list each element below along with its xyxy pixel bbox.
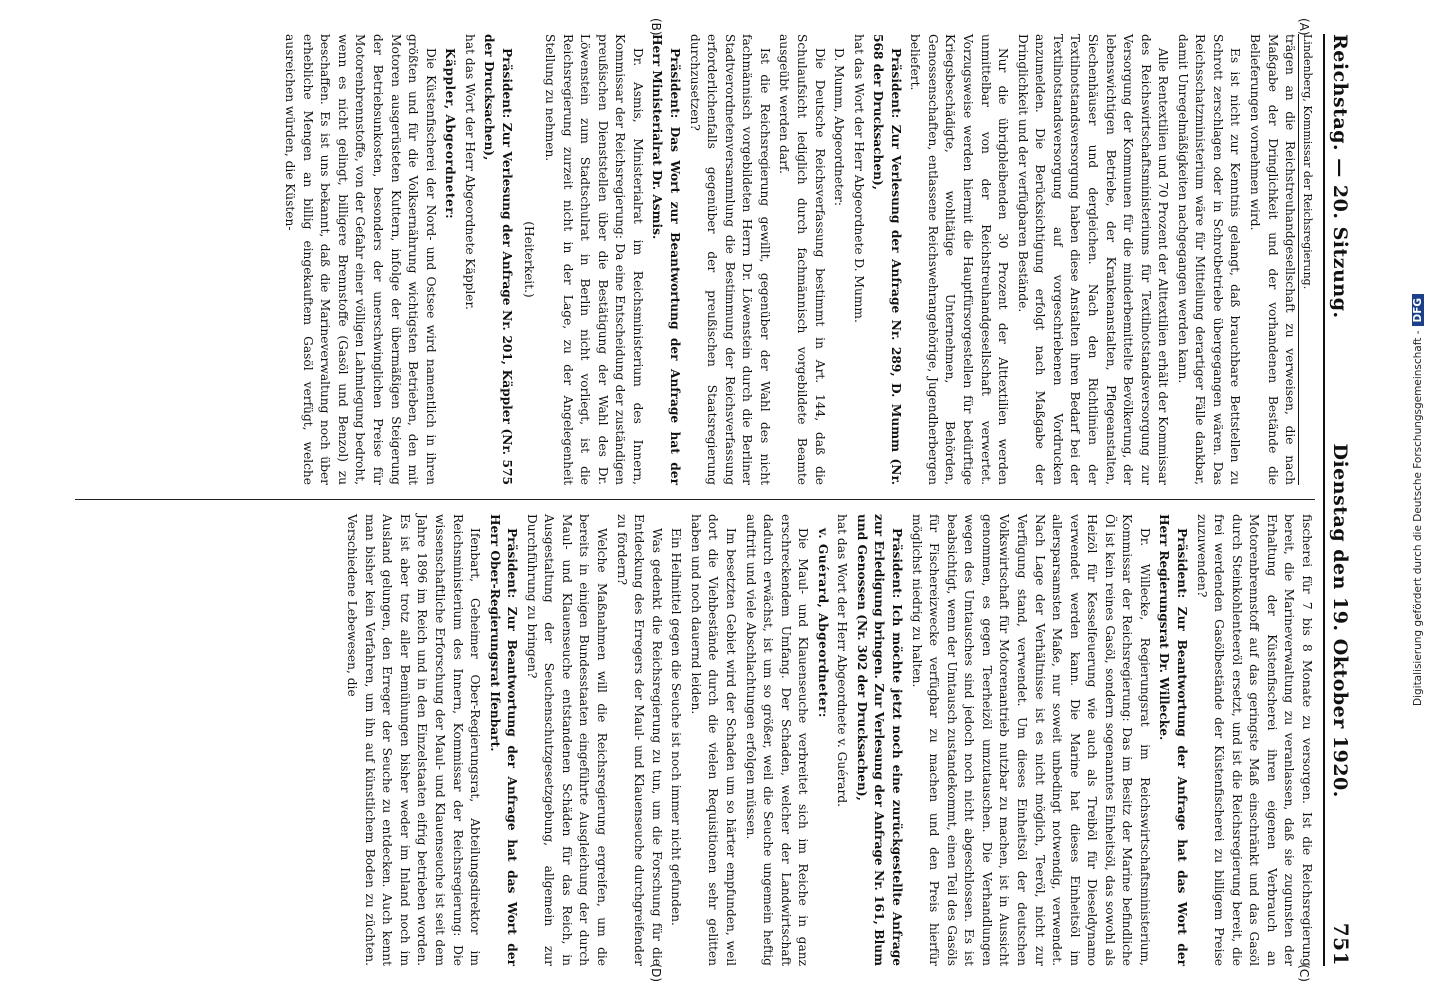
president-statement: Präsident: Zur Beantwortung der Anfrage hat das Wort der Herr Regierungsrat Dr. Willecke. bbox=[1157, 514, 1190, 966]
scanned-page bbox=[67, 20, 1367, 980]
paragraph: Nur die übrigbleibenden 30 Prozent der Alttextilien werden unmittelbar von der Reichstreuhandgesellschaft verwertet. Vorzugsweise werden hiermit die Hauptfürsorgestellen für bedürftige Kriegsbeschädigte, wohltätige Unternehmen, Behörden, Genossenschaften, entlassene Reichswehrangehörige, Jugendherbergen beliefert. bbox=[908, 34, 1011, 485]
paragraph: hat das Wort der Herr Abgeordnete v. Guérard. bbox=[835, 514, 850, 808]
interjection: (Heiterkeit.) bbox=[521, 221, 536, 298]
paragraph: Die Maul- und Klauenseuche verbreitet sich im Reiche in ganz erschreckendem Umfang. Der Schaden, welcher der Landwirtschaft dadurch erwächst, ist um so größer, weil die Seuche ungemein heftig auftritt und viele Abschlachtungen erfolgen müssen. bbox=[743, 514, 811, 966]
paragraph: Es ist nicht zur Kenntnis gelangt, daß brauchbare Bettstellen zu Schrott zerschlagen oder in Schrotbetriebe übergegangen wären. Das Reichsschatzministerium wäre für Mitteilung derartiger Fälle dankbar, damit Unregelmäßigkeiten nachgegangen werden kann. bbox=[1175, 34, 1243, 485]
paragraph: Im besetzten Gebiet wird der Schaden um so härter empfunden, weil dort die Viehbestände durch die vielen Requisitionen sehr gelitten haben und noch dauernd leiden. bbox=[688, 514, 738, 966]
header-date: Dienstag den 19. Oktober 1920. bbox=[1329, 443, 1351, 798]
paragraph: Dr. Willecke, Regierungsrat im Reichswirtschaftsministerium, Kommissar der Reichsregierung: Das im Besitz der Marine befindliche Öl ist kein reines Gasöl, sondern sogenanntes Einheitsöl, das sowohl als Heizöl für Kesselfeuerung wie auch als Treiböl für Dieseldynamo verwendet werden kann. Die Marine hat dieses Einheitsöl im allersparsamsten Maße, nur soweit unbedingt notwendig, verwendet. Nach Lage der Verhältnisse ist es nicht möglich, Teeröl, nicht zur Verfügung stand, verwendet. Um dieses Einheitsöl der deutschen Volkswirtschaft für Motorenantrieb nutzbar zu machen, ist in Aussicht genommen, es gegen Teerheizöl umzutauschen. Die Verhandlungen wegen des Umtausches sind jedoch noch nicht abgeschlossen. Es ist beabsichtigt, wenn der Umtausch zustandekommt, einen Teil des Gasöls für Fischereizwecke verfügbar zu machen und den Preis hierfür möglichst niedrig zu halten. bbox=[909, 514, 1152, 966]
president-statement: Präsident: Zur Verlesung der Anfrage Nr. 289, D. Mumm (Nr. 568 der Drucksachen), bbox=[871, 34, 903, 485]
paragraph: Was gedenkt die Reichsregierung zu tun, um die Forschung für die Entdeckung des Erregers der Maul- und Klauenseuche durchgreifender zu fördern? bbox=[614, 514, 664, 966]
margin-marker-d: (D) bbox=[649, 963, 663, 982]
text-columns bbox=[75, 18, 1323, 982]
speaker-intro: D. Mumm, Abgeordneter: bbox=[832, 48, 847, 206]
president-statement: Präsident: Zur Beantwortung der Anfrage hat das Wort der Herr Ober-Regierungsrat Ifenbart. bbox=[487, 514, 520, 966]
left-column bbox=[75, 34, 1315, 500]
dfg-logo: DFG bbox=[1412, 294, 1424, 327]
paragraph: Die Deutsche Reichsverfassung bestimmt in Art. 144, daß die Schulaufsicht lediglich durch fachmännisch vorgebildete Beamte ausgeübt werden darf. bbox=[777, 34, 827, 485]
right-column bbox=[75, 500, 1315, 966]
stamp-text: Digitalisierung gefördert durch die Deutsche Forschungsgemeinschaft - bbox=[1412, 330, 1424, 707]
paragraph: fischerei für 7 bis 8 Monate zu versorgen. Ist die Reichsregierung bereit, die Marineverwaltung zu veranlassen, daß sie zugunsten der Erhaltung der Küstenfischerei ihren eigenen Verbrauch an Motorenbrennstoff auf das geringste Maß einschränkt und das Gasöl durch Steinkohlenteeröl ersetzt, und ist die Reichsregierung bereit, die frei werdenden Gasölbestände der Küstenfischerei zu billigem Preise zuzuwenden? bbox=[1194, 514, 1314, 966]
paragraph: Die Küstenfischerei der Nord- und Ostsee wird namentlich in ihren größten und für die Volksernährung wichtigsten Betrieben, den mit Motoren ausgerüsteten Kuttern, infolge der übermäßigen Steigerung der Betriebsunkosten, besonders der unerschwinglichen Preise für Motorenbrennstoffe, von der Gefahr einer völligen Lahmlegung bedroht, wenn es nicht gelingt, billigere Brennstoffe (Gasöl und Benzol) zu beschaffen. Es ist uns bekannt, daß die Marineverwaltung noch über erhebliche Mengen an billig eingekauftem Gasöl verfügt, welche ausreichen würden, die Küsten- bbox=[283, 34, 438, 485]
paragraph: Alle Rentextilien und 70 Prozent der Alttextilien erhält der Kommissar des Reichswirtschaftsministeriums für Textilnotstandsversorgung zur Versorgung der Kommunen für die minderbemittelte Bevölkerung, der lebenswichtigen Betriebe, der Krankenanstalten, Pflegeanstalten, Siechenhäuser und dergleichen. Nach den Richtlinien der Textilnotstandsversorgung haben diese Anstalten ihren Bedarf bei der Textilnotstandsversorgung auf vorgeschriebenen Vordrucken anzumelden. Die Berücksichtigung erfolgt nach Maßgabe der Dringlichkeit und der verfügbaren Bestände. bbox=[1015, 34, 1171, 485]
column-top-note: Lindenberg, Kommissar der Reichsregierung. bbox=[1298, 34, 1315, 485]
paragraph: hat das Wort der Herr Abgeordnete D. Mumm. bbox=[851, 34, 866, 323]
paragraph: Ifenbart, Geheimer Ober-Regierungsrat, Abteilungsdirektor im Reichsministerium des Innern, Kommissar der Reichsregierung: Die wissenschaftliche Erforschung der Maul- und Klauenseuche ist seit dem Jahre 1896 im Reich und in den Einzelstaaten eifrig betrieben worden. Es ist aber trotz aller Bemühungen bisher weder im Inland noch im Ausland gelungen, den Erreger der Seuche zu entdecken. Auch kennt man bisher kein Verfahren, um ihn auf künstlichem Boden zu züchten. Verschiedene Lebewesen, die bbox=[345, 514, 483, 966]
paragraph: Dr. Asmis, Ministerialrat im Reichsministerium des Innern, Kommissar der Reichsregierung: Da eine Entscheidung der zuständigen preußischen Dienststellen über die Bestätigung der Wahl des Dr. Löwenstein zum Stadtschulrat in Berlin nicht vorliegt, ist die Reichsregierung zurzeit nicht in der Lage, zu der Angelegenheit Stellung zu nehmen. bbox=[543, 34, 645, 485]
page-header bbox=[1323, 34, 1367, 966]
paragraph: hat das Wort der Herr Abgeordnete Käppler. bbox=[462, 34, 477, 310]
president-statement: Präsident: Ich möchte jetzt noch eine zurückgestellte Anfrage zur Erledigung bringen. Zur Verlesung der Anfrage Nr. 161, Blum und Genossen (Nr. 302 der Drucksachen), bbox=[854, 514, 905, 966]
president-statement: Präsident: Das Wort zur Beantwortung der Anfrage hat der Herr Ministerialrat Dr. Asmis. bbox=[650, 34, 683, 485]
margin-marker-c: (C) bbox=[1297, 964, 1311, 982]
paragraph: trägen an die Reichstreuhandgesellschaft zu verweisen, die nach Maßgabe der Dringlichkeit und der vorhandenen Bestände die Belieferungen vornehmen wird. bbox=[1248, 34, 1298, 485]
header-session: Reichstag. — 20. Sitzung. bbox=[1329, 34, 1351, 319]
president-statement: Präsident: Zur Verlesung der Anfrage Nr. 201, Käppler (Nr. 575 der Drucksachen), bbox=[482, 34, 514, 485]
paragraph: Ist die Reichsregierung gewillt, gegenüber der Wahl des nicht fachmännisch vorgebildeten Herrn Dr. Löwenstein durch die Berliner Stadtverordnetenversammlung die Bestimmung der Reichsverfassung erforderlichenfalls gegenüber der preußischen Staatsregierung durchzusetzen? bbox=[687, 34, 772, 485]
margin-marker-a: (A) bbox=[1297, 18, 1311, 36]
speaker-intro: Käppler, Abgeordneter: bbox=[443, 48, 458, 220]
paragraph: Ein Heilmittel gegen die Seuche ist noch immer nicht gefunden. bbox=[669, 528, 684, 926]
digitization-stamp bbox=[1406, 10, 1430, 990]
margin-marker-b: (B) bbox=[649, 18, 663, 36]
paragraph: Welche Maßnahmen will die Reichsregierung ergreifen, um die bereits in einigen Bundesstaaten eingeführte Ausgleichung der durch Maul- und Klauenseuche entstandenen Schäden für das Reich, in Ausgestaltung der Seuchenschutzgesetzgebung, allgemein zur Durchführung zu bringen? bbox=[524, 514, 610, 966]
page-number: 751 bbox=[1329, 922, 1353, 966]
speaker-intro: v. Guérard, Abgeordneter: bbox=[815, 528, 830, 718]
